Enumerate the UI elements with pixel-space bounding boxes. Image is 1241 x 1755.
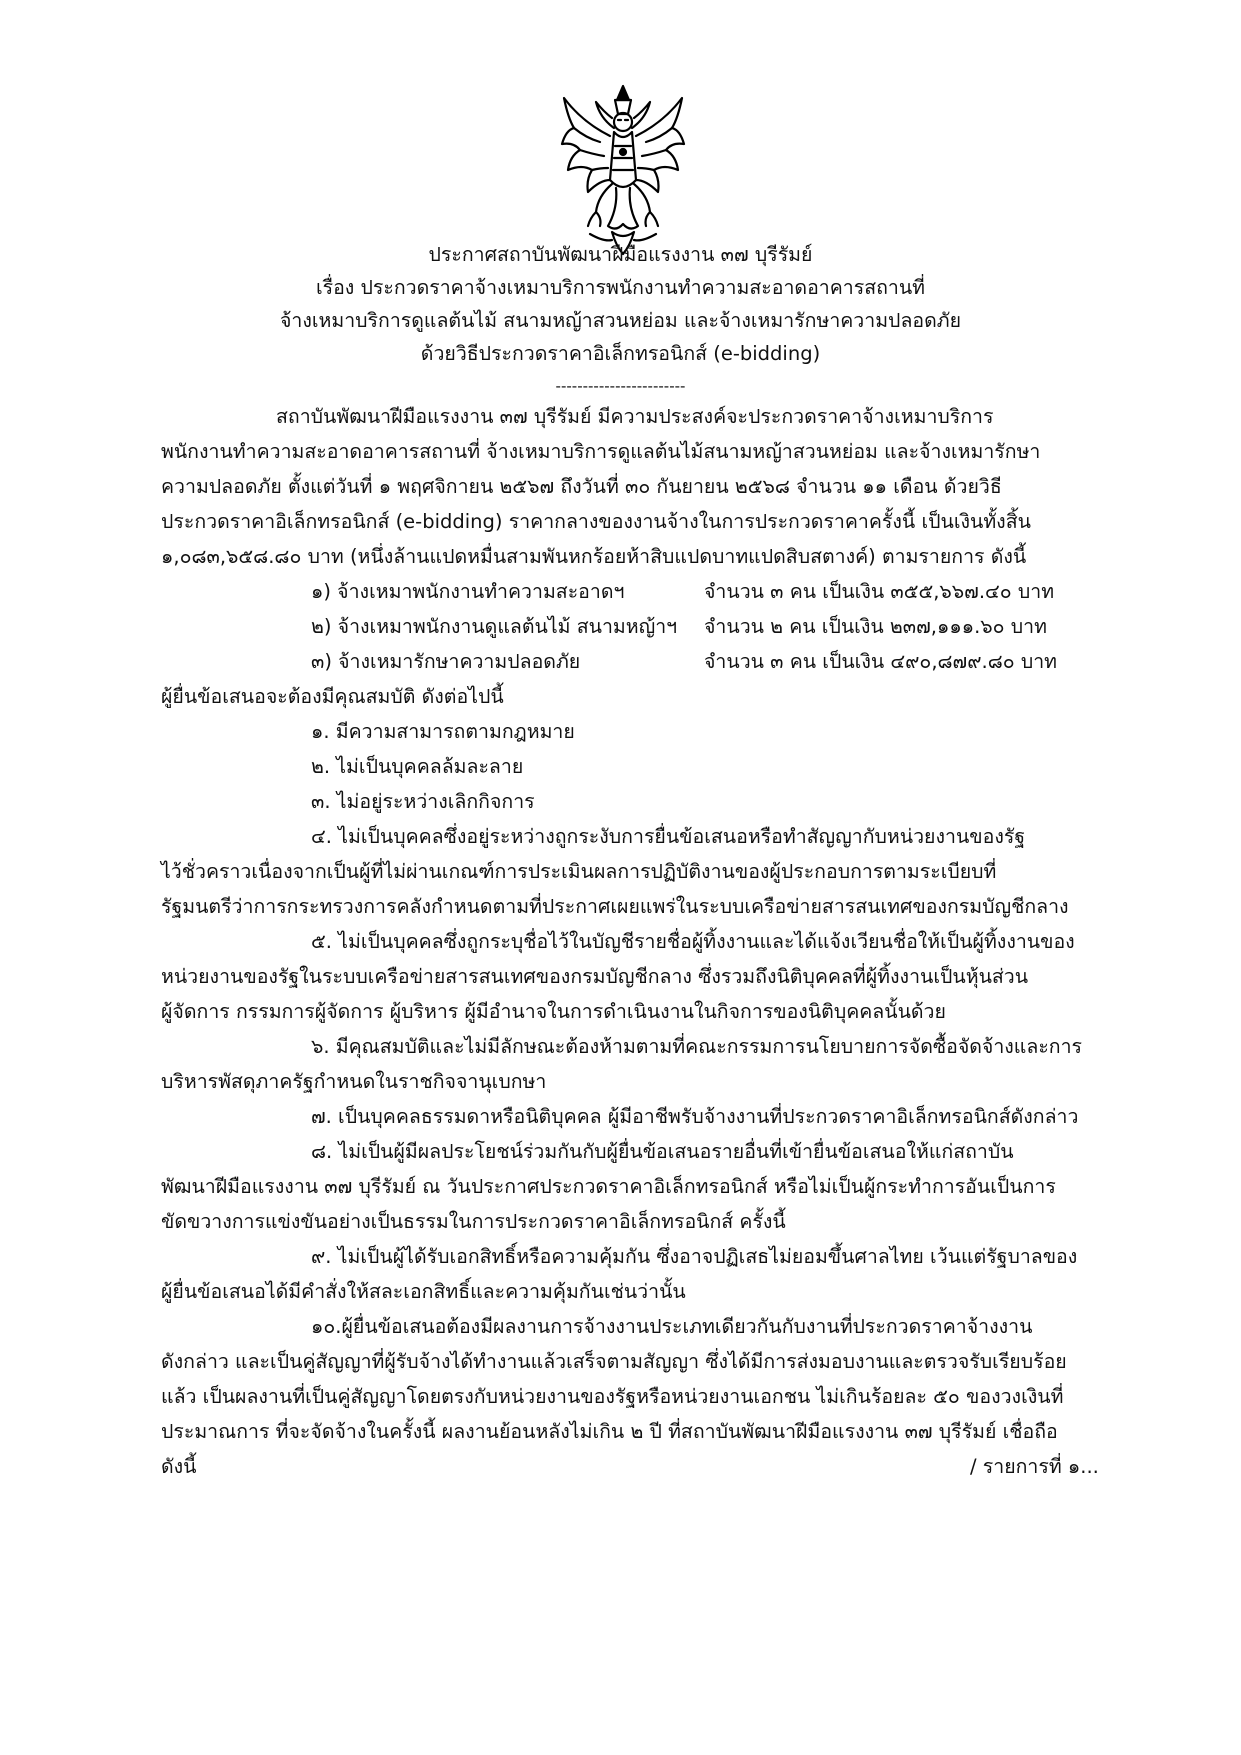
item-2-amount: จำนวน ๒ คน เป็นเงิน ๒๓๗,๑๑๑.๖๐ บาท — [704, 615, 1047, 638]
qualification-9-line-2: ผู้ยื่นข้อเสนอได้มีคำสั่งให้สละเอกสิทธิ์และความคุ้มกันเช่นว่านั้น — [161, 1280, 686, 1303]
qualification-8-line-2: พัฒนาฝีมือแรงงาน ๓๗ บุรีรัมย์ ณ วันประกาศประกวดราคาอิเล็กทรอนิกส์ หรือไม่เป็นผู้กระทำการอันเป็นการ — [161, 1175, 1056, 1198]
item-1-description: ๑) จ้างเหมาพนักงานทำความสะอาดฯ — [311, 580, 625, 603]
qualification-2: ๒. ไม่เป็นบุคคลล้มละลาย — [311, 755, 524, 778]
qualification-10-line-3: แล้ว เป็นผลงานที่เป็นคู่สัญญาโดยตรงกับหน่วยงานของรัฐหรือหน่วยงานเอกชน ไม่เกินร้อยละ ๕๐ ของวงเงินที่ — [161, 1385, 1064, 1408]
intro-line-5: ๑,๐๘๓,๖๕๘.๘๐ บาท (หนึ่งล้านแปดหมื่นสามพันหกร้อยห้าสิบแปดบาทแปดสิบสตางค์) ตามรายการ ดังนี้ — [161, 545, 1027, 568]
qualification-8-line-1: ๘. ไม่เป็นผู้มีผลประโยชน์ร่วมกันกับผู้ยื่นข้อเสนอรายอื่นที่เข้ายื่นข้อเสนอให้แก่สถาบัน — [311, 1140, 1014, 1163]
header-divider: ------------------------ — [555, 377, 686, 395]
item-2-description: ๒) จ้างเหมาพนักงานดูแลต้นไม้ สนามหญ้าฯ — [311, 615, 678, 638]
qualification-6-line-1: ๖. มีคุณสมบัติและไม่มีลักษณะต้องห้ามตามที่คณะกรรมการนโยบายการจัดซื้อจัดจ้างและการ — [311, 1035, 1083, 1058]
announcement-subject-line-2: จ้างเหมาบริการดูแลต้นไม้ สนามหญ้าสวนหย่อม และจ้างเหมารักษาความปลอดภัย — [279, 309, 962, 332]
item-1-amount: จำนวน ๓ คน เป็นเงิน ๓๕๕,๖๖๗.๔๐ บาท — [704, 580, 1055, 603]
item-3-description: ๓) จ้างเหมารักษาความปลอดภัย — [311, 650, 581, 673]
qualification-5-line-3: ผู้จัดการ กรรมการผู้จัดการ ผู้บริหาร ผู้มีอำนาจในการดำเนินงานในกิจการของนิติบุคคลนั้นด้วย — [161, 1000, 946, 1023]
intro-line-4: ประกวดราคาอิเล็กทรอนิกส์ (e-bidding) ราคากลางของงานจ้างในการประกวดราคาครั้งนี้ เป็นเงินทั้งสิ้น — [161, 510, 1031, 533]
qualification-9-line-1: ๙. ไม่เป็นผู้ได้รับเอกสิทธิ์หรือความคุ้มกัน ซึ่งอาจปฏิเสธไม่ยอมขึ้นศาลไทย เว้นแต่รัฐบาลของ — [311, 1245, 1078, 1268]
qualifications-heading: ผู้ยื่นข้อเสนอจะต้องมีคุณสมบัติ ดังต่อไปนี้ — [161, 685, 504, 708]
qualification-4-line-2: ไว้ชั่วคราวเนื่องจากเป็นผู้ที่ไม่ผ่านเกณฑ์การประเมินผลการปฏิบัติงานของผู้ประกอบการตามระเบียบที่ — [161, 860, 997, 883]
announcement-subject-line-3: ด้วยวิธีประกวดราคาอิเล็กทรอนิกส์ (e-bidding) — [420, 342, 821, 365]
qualification-10-line-4: ประมาณการ ที่จะจัดจ้างในครั้งนี้ ผลงานย้อนหลังไม่เกิน ๒ ปี ที่สถาบันพัฒนาฝีมือแรงงาน ๓๗ บุรีรัมย์ เชื่อถือ — [161, 1420, 1058, 1443]
qualification-4-line-1: ๔. ไม่เป็นบุคคลซึ่งอยู่ระหว่างถูกระงับการยื่นข้อเสนอหรือทำสัญญากับหน่วยงานของรัฐ — [311, 825, 1026, 848]
qualification-3: ๓. ไม่อยู่ระหว่างเลิกกิจการ — [311, 790, 535, 813]
qualification-10-line-1: ๑๐.ผู้ยื่นข้อเสนอต้องมีผลงานการจ้างงานประเภทเดียวกันกับงานที่ประกวดราคาจ้างงาน — [311, 1315, 1033, 1338]
qualification-10-line-5: ดังนี้ — [161, 1455, 197, 1478]
qualification-5-line-1: ๕. ไม่เป็นบุคคลซึ่งถูกระบุชื่อไว้ในบัญชีรายชื่อผู้ทิ้งงานและได้แจ้งเวียนชื่อให้เป็นผู้ทิ้งงานของ — [311, 930, 1075, 953]
qualification-10-line-2: ดังกล่าว และเป็นคู่สัญญาที่ผู้รับจ้างได้ทำงานแล้วเสร็จตามสัญญา ซึ่งได้มีการส่งมอบงานและตรวจรับเรียบร้อย — [161, 1350, 1067, 1373]
intro-line-3: ความปลอดภัย ตั้งแต่วันที่ ๑ พฤศจิกายน ๒๕๖๗ ถึงวันที่ ๓๐ กันยายน ๒๕๖๘ จำนวน ๑๑ เดือน ด้วยวิธี — [161, 475, 1002, 498]
intro-line-2: พนักงานทำความสะอาดอาคารสถานที่ จ้างเหมาบริการดูแลต้นไม้สนามหญ้าสวนหย่อม และจ้างเหมารักษา — [161, 440, 1041, 463]
qualification-7: ๗. เป็นบุคคลธรรมดาหรือนิติบุคคล ผู้มีอาชีพรับจ้างงานที่ประกวดราคาอิเล็กทรอนิกส์ดังกล่าว — [311, 1105, 1079, 1128]
qualification-8-line-3: ขัดขวางการแข่งขันอย่างเป็นธรรมในการประกวดราคาอิเล็กทรอนิกส์ ครั้งนี้ — [161, 1210, 786, 1233]
announcement-subject-line-1: เรื่อง ประกวดราคาจ้างเหมาบริการพนักงานทำความสะอาดอาคารสถานที่ — [315, 276, 926, 299]
qualification-5-line-2: หน่วยงานของรัฐในระบบเครือข่ายสารสนเทศของกรมบัญชีกลาง ซึ่งรวมถึงนิติบุคคลที่ผู้ทิ้งงานเป็นหุ้นส่วน — [161, 965, 1029, 988]
intro-line-1: สถาบันพัฒนาฝีมือแรงงาน ๓๗ บุรีรัมย์ มีความประสงค์จะประกวดราคาจ้างเหมาบริการ — [276, 405, 994, 428]
qualification-4-line-3: รัฐมนตรีว่าการกระทรวงการคลังกำหนดตามที่ประกาศเผยแพร่ในระบบเครือข่ายสารสนเทศของกรมบัญชีกลาง — [161, 895, 1069, 918]
qualification-6-line-2: บริหารพัสดุภาครัฐกำหนดในราชกิจจานุเบกษา — [161, 1070, 547, 1093]
qualification-1: ๑. มีความสามารถตามกฎหมาย — [311, 720, 575, 743]
garuda-emblem-icon — [560, 84, 686, 258]
announcement-title: ประกาศสถาบันพัฒนาฝีมือแรงงาน ๓๗ บุรีรัมย์ — [428, 243, 813, 266]
continued-marker: / รายการที่ ๑... — [970, 1455, 1099, 1478]
item-3-amount: จำนวน ๓ คน เป็นเงิน ๔๙๐,๘๗๙.๘๐ บาท — [704, 650, 1058, 673]
